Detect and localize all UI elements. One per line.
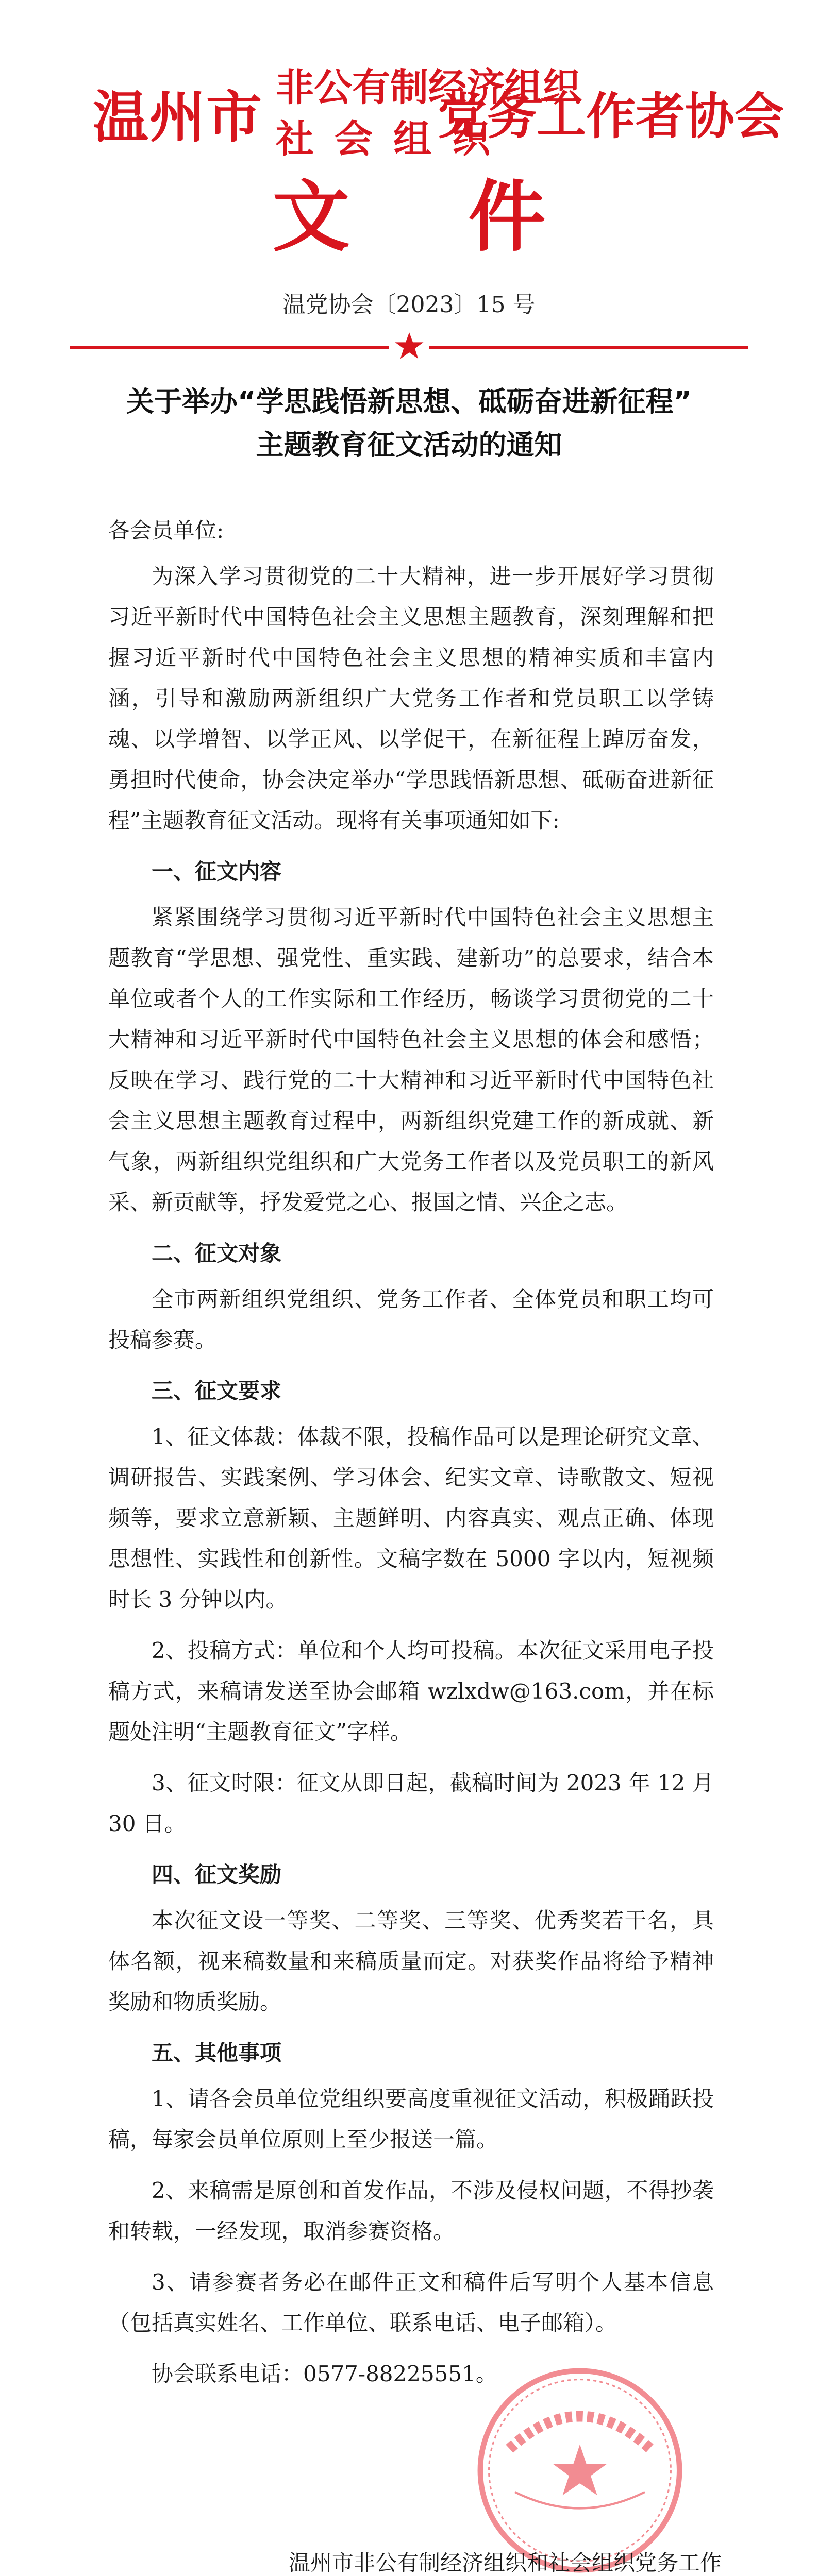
document-label: 文件: [272, 173, 664, 262]
section-1-text: 紧紧围绕学习贯彻习近平新时代中国特色社会主义思想主题教育“学思想、强党性、重实践、建新功”的总要求，结合本单位或者个人的工作实际和工作经历，畅谈学习贯彻党的二十大精神和习近平新时代中国特色社会主义思想的体会和感悟；反映在学习、践行党的二十大精神和习近平新时代中国特色社会主义思想主题教育过程中，两新组织党建工作的新成就、新气象，两新组织党组织和广大党务工作者以及党员职工的新风采、新贡献等，抒发爱党之心、报国之情、兴企之志。: [108, 905, 714, 1215]
notice-title-line-1: 关于举办“学思践悟新思想、砥砺奋进新征程”: [126, 385, 692, 418]
section-5-item-3: 3、请参赛者务必在邮件正文和稿件后写明个人基本信息（包括真实姓名、工作单位、联系电话、电子邮箱）。: [108, 2269, 714, 2335]
section-2-heading: 二、征文对象: [152, 1241, 282, 1266]
signature-org: 温州市非公有制经济组织和社会组织党务工作: [289, 2550, 722, 2575]
signature-block: [289, 2543, 722, 2576]
section-4-heading: 四、征文奖励: [152, 1862, 282, 1887]
section-3-item-1: 1、征文体裁：体裁不限，投稿作品可以是理论研究文章、调研报告、实践案例、学习体会、纪实文章、诗歌散文、短视频等，要求立意新颖、主题鲜明、内容真实、观点正确、体现思想性、实践性和创新性。文稿字数在 5000 字以内，短视频时长 3 分钟以内。: [108, 1424, 714, 1612]
section-4-text: 本次征文设一等奖、二等奖、三等奖、优秀奖若干名，具体名额，视来稿数量和来稿质量而定。对获奖作品将给予精神奖励和物质奖励。: [108, 1908, 714, 2014]
intro-paragraph: 为深入学习贯彻党的二十大精神，进一步开展好学习贯彻习近平新时代中国特色社会主义思想主题教育，深刻理解和把握习近平新时代中国特色社会主义思想的精神实质和丰富内涵，引导和激励两新组织广大党务工作者和党员职工以学铸魂、以学增智、以学正风、以学促干，在新征程上踔厉奋发，勇担时代使命，协会决定举办“学思践悟新思想、砥砺奋进新征程”主题教育征文活动。现将有关事项通知如下:: [108, 564, 714, 833]
notice-title-line-2: 主题教育征文活动的通知: [256, 429, 562, 461]
section-5-item-2: 2、来稿需是原创和首发作品，不涉及侵权问题，不得抄袭和转载，一经发现，取消参赛资格。: [108, 2178, 714, 2244]
notice-title: [0, 380, 818, 467]
section-3-item-3: 3、征文时限：征文从即日起，截稿时间为 2023 年 12 月 30 日。: [108, 1770, 714, 1836]
letterhead-org-type-1: 非公有制经济组织: [276, 65, 581, 110]
section-2-text: 全市两新组织党组织、党务工作者、全体党员和职工均可投稿参赛。: [108, 1286, 714, 1352]
letterhead-city: 温州市: [92, 85, 263, 150]
red-rule-right: [429, 346, 748, 349]
section-3-heading: 三、征文要求: [152, 1378, 282, 1403]
section-3-item-2: 2、投稿方式：单位和个人均可投稿。本次征文采用电子投稿方式，来稿请发送至协会邮箱 wzlxdw@163.com，并在标题处注明“主题教育征文”字样。: [108, 1638, 714, 1744]
contact-phone: 协会联系电话：0577-88225551。: [152, 2361, 497, 2386]
letterhead-association: 党务工作者协会: [438, 87, 784, 145]
section-5-item-1: 1、请各会员单位党组织要高度重视征文活动，积极踊跃投稿，每家会员单位原则上至少报送一篇。: [108, 2086, 714, 2152]
star-icon: [393, 330, 426, 363]
section-1-heading: 一、征文内容: [152, 859, 282, 884]
document-number: 温党协会〔2023〕15 号: [282, 292, 536, 318]
letterhead-org-type-2: 社会组织: [276, 117, 511, 161]
red-rule-left: [70, 346, 389, 349]
salutation: 各会员单位:: [108, 518, 224, 543]
section-5-heading: 五、其他事项: [152, 2040, 282, 2065]
notice-body: [108, 510, 714, 2404]
